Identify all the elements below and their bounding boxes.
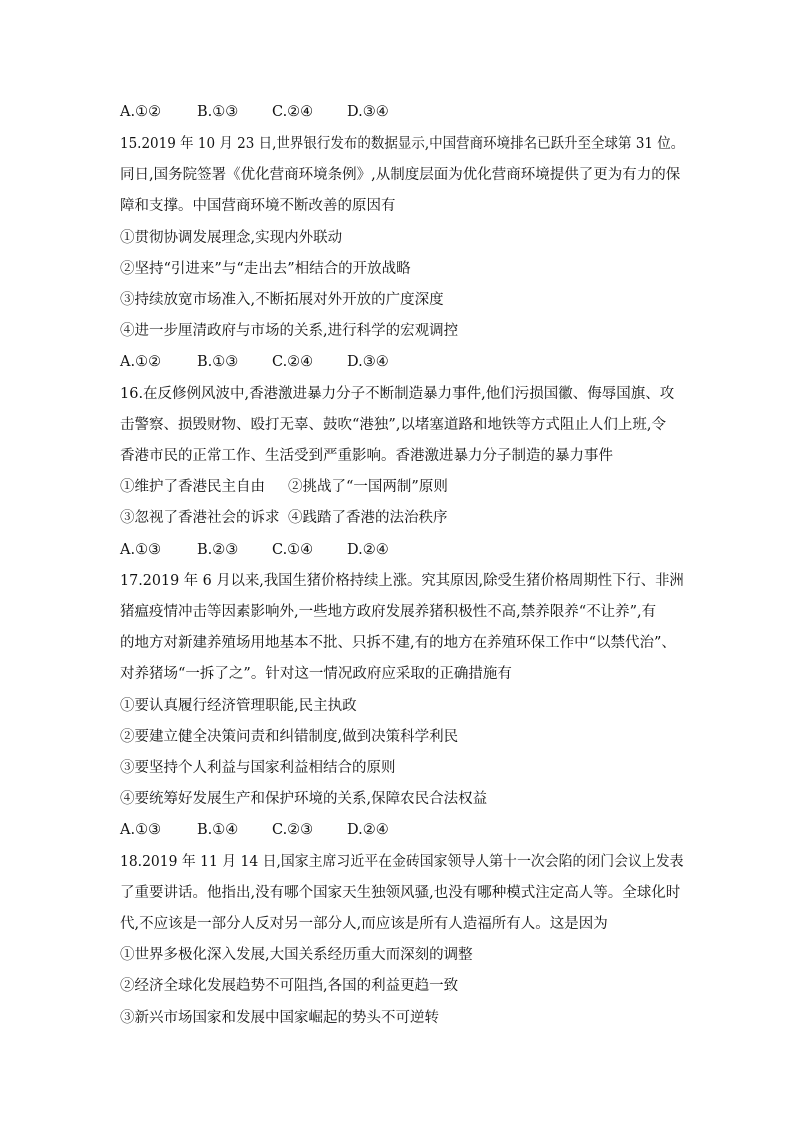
- q15-option-d: D.③④: [347, 354, 389, 370]
- q15-stem-line-2: 同日,国务院签署《优化营商环境条例》,从制度层面为优化营商环境提供了更为有力的保: [120, 167, 681, 183]
- q17-stem-line-3: 的地方对新建养殖场用地基本不批、只拆不建,有的地方在养殖环保工作中“以禁代治”、: [120, 635, 676, 651]
- q18-stem-line-1: 18.2019 年 11 月 14 日,国家主席习近平在金砖国家领导人第十一次会陷的闭门会议上发表: [120, 854, 684, 870]
- q17-item-1: ①要认真履行经济管理职能,民主执政: [120, 698, 357, 714]
- q15-stem-line-3: 障和支撑。中国营商环境不断改善的原因有: [120, 198, 396, 214]
- q16-stem-line-2: 击警察、损毁财物、殴打无辜、鼓吹“港独”,以堵塞道路和地铁等方式阻止人们上班,令: [120, 417, 667, 433]
- q15-item-1: ①贯彻协调发展理念,实现内外联动: [120, 230, 343, 246]
- q17-item-3: ③要坚持个人利益与国家利益相结合的原则: [120, 760, 396, 776]
- q15-item-2: ②坚持“引进来”与“走出去”相结合的开放战略: [120, 261, 411, 277]
- q14-option-b: B.①③: [197, 104, 239, 120]
- q16-option-b: B.②③: [197, 542, 239, 558]
- q14-option-a: A.①②: [120, 104, 162, 120]
- q16-item-1: ①维护了香港民主自由: [120, 479, 265, 495]
- q15-option-c: C.②④: [272, 354, 314, 370]
- q18-item-3: ③新兴市场国家和发展中国家崛起的势头不可逆转: [120, 1010, 439, 1026]
- q17-item-2: ②要建立健全决策问责和纠错制度,做到决策科学利民: [120, 729, 459, 745]
- q17-option-d: D.②④: [347, 822, 389, 838]
- q18-stem-line-3: 代,不应该是一部分人反对另一部分人,而应该是所有人造福所有人。这是因为: [120, 916, 608, 932]
- q17-option-a: A.①③: [120, 822, 162, 838]
- q17-item-4: ④要统筹好发展生产和保护环境的关系,保障农民合法权益: [120, 791, 488, 807]
- q16-stem-line-1: 16.在反修例风波中,香港激进暴力分子不断制造暴力事件,他们污损国徽、侮辱国旗、攻: [120, 386, 675, 402]
- q18-item-2: ②经济全球化发展趋势不可阻挡,各国的利益更趋一致: [120, 978, 459, 994]
- q17-stem-line-4: 对养猪场“一拆了之”。针对这一情况政府应采取的正确措施有: [120, 666, 512, 682]
- q17-option-b: B.①④: [197, 822, 239, 838]
- q15-item-4: ④进一步厘清政府与市场的关系,进行科学的宏观调控: [120, 323, 459, 339]
- q15-stem-line-1: 15.2019 年 10 月 23 日,世界银行发布的数据显示,中国营商环境排名已跃升至全球第 31 位。: [120, 136, 685, 152]
- q18-item-1: ①世界多极化深入发展,大国关系经历重大而深刻的调整: [120, 947, 473, 963]
- q16-item-2: ②挑战了“一国两制”原则: [288, 479, 448, 495]
- q15-item-3: ③持续放宽市场准入,不断拓展对外开放的广度深度: [120, 292, 444, 308]
- q15-option-b: B.①③: [197, 354, 239, 370]
- q17-stem-line-2: 猪瘟疫情冲击等因素影响外,一些地方政府发展养猪积极性不高,禁养限养“不让养”,有: [120, 604, 657, 620]
- q17-stem-line-1: 17.2019 年 6 月以来,我国生猪价格持续上涨。究其原因,除受生猪价格周期性下行、非洲: [120, 573, 684, 589]
- q17-option-c: C.②③: [272, 822, 314, 838]
- q16-item-4: ④践踏了香港的法治秩序: [288, 510, 448, 526]
- q14-option-d: D.③④: [347, 104, 389, 120]
- q14-option-c: C.②④: [272, 104, 314, 120]
- q18-stem-line-2: 了重要讲话。他指出,没有哪个国家天生独领风骚,也没有哪种模式注定高人等。全球化时: [120, 885, 681, 901]
- q16-stem-line-3: 香港市民的正常工作、生活受到严重影响。香港激进暴力分子制造的暴力事件: [120, 448, 613, 464]
- q16-option-c: C.①④: [272, 542, 314, 558]
- q16-item-3: ③忽视了香港社会的诉求: [120, 510, 280, 526]
- q15-option-a: A.①②: [120, 354, 162, 370]
- q16-option-a: A.①③: [120, 542, 162, 558]
- q16-option-d: D.②④: [347, 542, 389, 558]
